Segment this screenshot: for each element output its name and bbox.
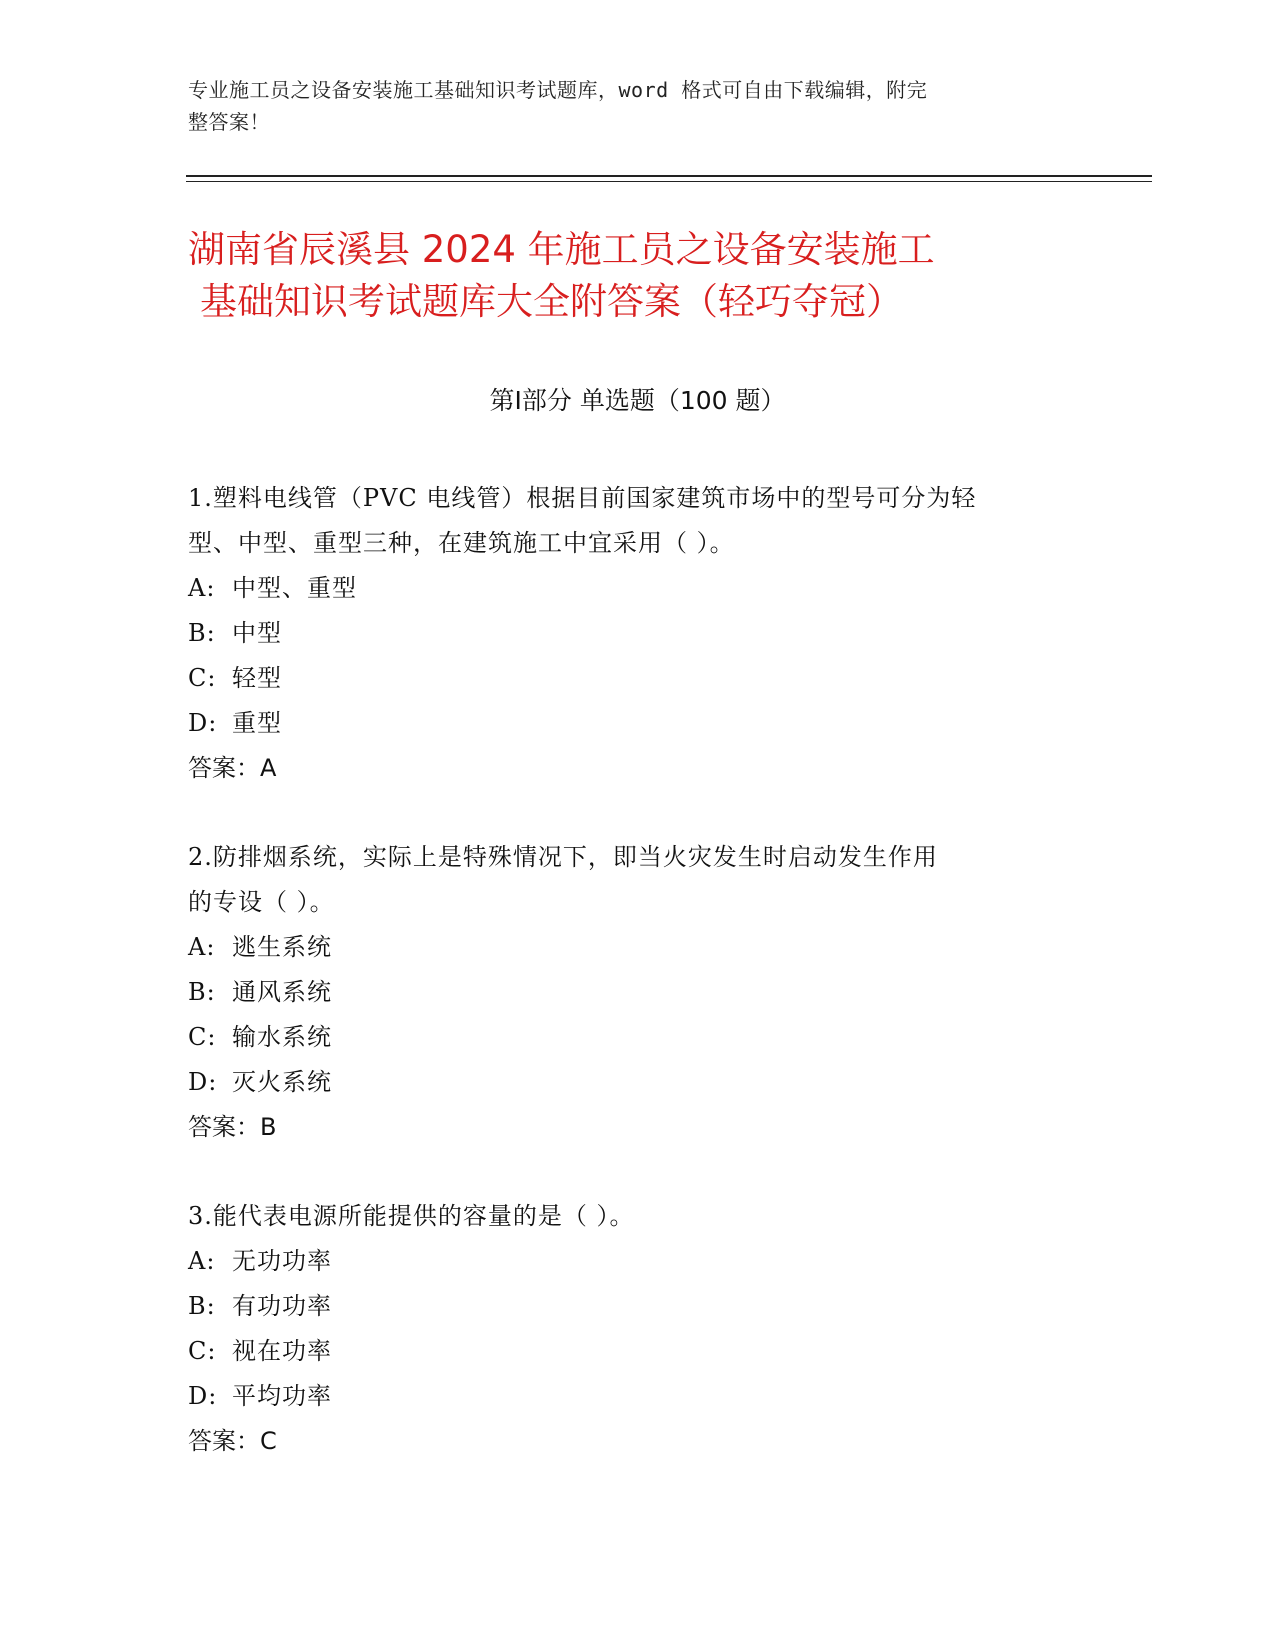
option-d [188, 701, 1088, 746]
section-heading: 第Ⅰ部分 单选题（100 题） [489, 386, 786, 415]
option-key: C: [188, 664, 217, 692]
option-text: 中型 [232, 619, 282, 647]
option-key: A: [188, 933, 216, 961]
option-key: D: [188, 1068, 218, 1096]
option-d [188, 1060, 1088, 1105]
option-text: 平均功率 [232, 1382, 332, 1410]
question-item [188, 476, 1088, 791]
option-text: 无功功率 [232, 1247, 332, 1275]
header-note-line: 整答案！ [188, 110, 270, 134]
option-text: 轻型 [232, 664, 282, 692]
option-text: 通风系统 [232, 978, 332, 1006]
header-divider-thick [186, 175, 1152, 177]
answer-label: 答案：A [188, 754, 277, 782]
option-a [188, 925, 1088, 970]
question-stem-line: 1.塑料电线管（PVC 电线管）根据目前国家建筑市场中的型号可分为轻 [188, 484, 977, 512]
header-note [188, 74, 1068, 138]
option-b [188, 970, 1088, 1015]
option-a [188, 566, 1088, 611]
question-stem [188, 476, 1088, 566]
option-a [188, 1239, 1088, 1284]
question-stem-line: 2.防排烟系统，实际上是特殊情况下，即当火灾发生时启动发生作用 [188, 843, 938, 871]
question-stem [188, 1194, 1088, 1239]
document-title-line: 基础知识考试题库大全附答案（轻巧夺冠） [200, 280, 903, 323]
option-key: B: [188, 1292, 216, 1320]
option-key: C: [188, 1023, 217, 1051]
option-text: 中型、重型 [232, 574, 357, 602]
option-text: 灭火系统 [232, 1068, 332, 1096]
question-stem-line: 型、中型、重型三种，在建筑施工中宜采用（ ）。 [188, 529, 735, 557]
header-divider-thin [186, 181, 1152, 182]
option-c [188, 1015, 1088, 1060]
option-key: D: [188, 1382, 218, 1410]
question-list [188, 476, 1088, 1508]
option-d [188, 1374, 1088, 1419]
option-text: 逃生系统 [232, 933, 332, 961]
option-c [188, 656, 1088, 701]
option-b [188, 611, 1088, 656]
option-key: B: [188, 619, 216, 647]
question-stem [188, 835, 1088, 925]
option-b [188, 1284, 1088, 1329]
option-key: A: [188, 1247, 216, 1275]
option-text: 有功功率 [232, 1292, 332, 1320]
option-key: D: [188, 709, 218, 737]
document-title [188, 224, 1088, 328]
question-stem-line: 的专设（ ）。 [188, 888, 335, 916]
option-c [188, 1329, 1088, 1374]
question-item [188, 835, 1088, 1150]
question-stem-line: 3.能代表电源所能提供的容量的是（ ）。 [188, 1202, 635, 1230]
option-text: 输水系统 [232, 1023, 332, 1051]
option-key: B: [188, 978, 216, 1006]
header-note-line: 专业施工员之设备安装施工基础知识考试题库，word 格式可自由下载编辑，附完 [188, 78, 928, 102]
answer-label: 答案：B [188, 1113, 277, 1141]
option-text: 重型 [232, 709, 282, 737]
option-text: 视在功率 [232, 1337, 332, 1365]
document-title-line: 湖南省辰溪县 2024 年施工员之设备安装施工 [188, 228, 935, 271]
option-key: A: [188, 574, 216, 602]
option-key: C: [188, 1337, 217, 1365]
answer-label: 答案：C [188, 1427, 277, 1455]
question-item [188, 1194, 1088, 1464]
